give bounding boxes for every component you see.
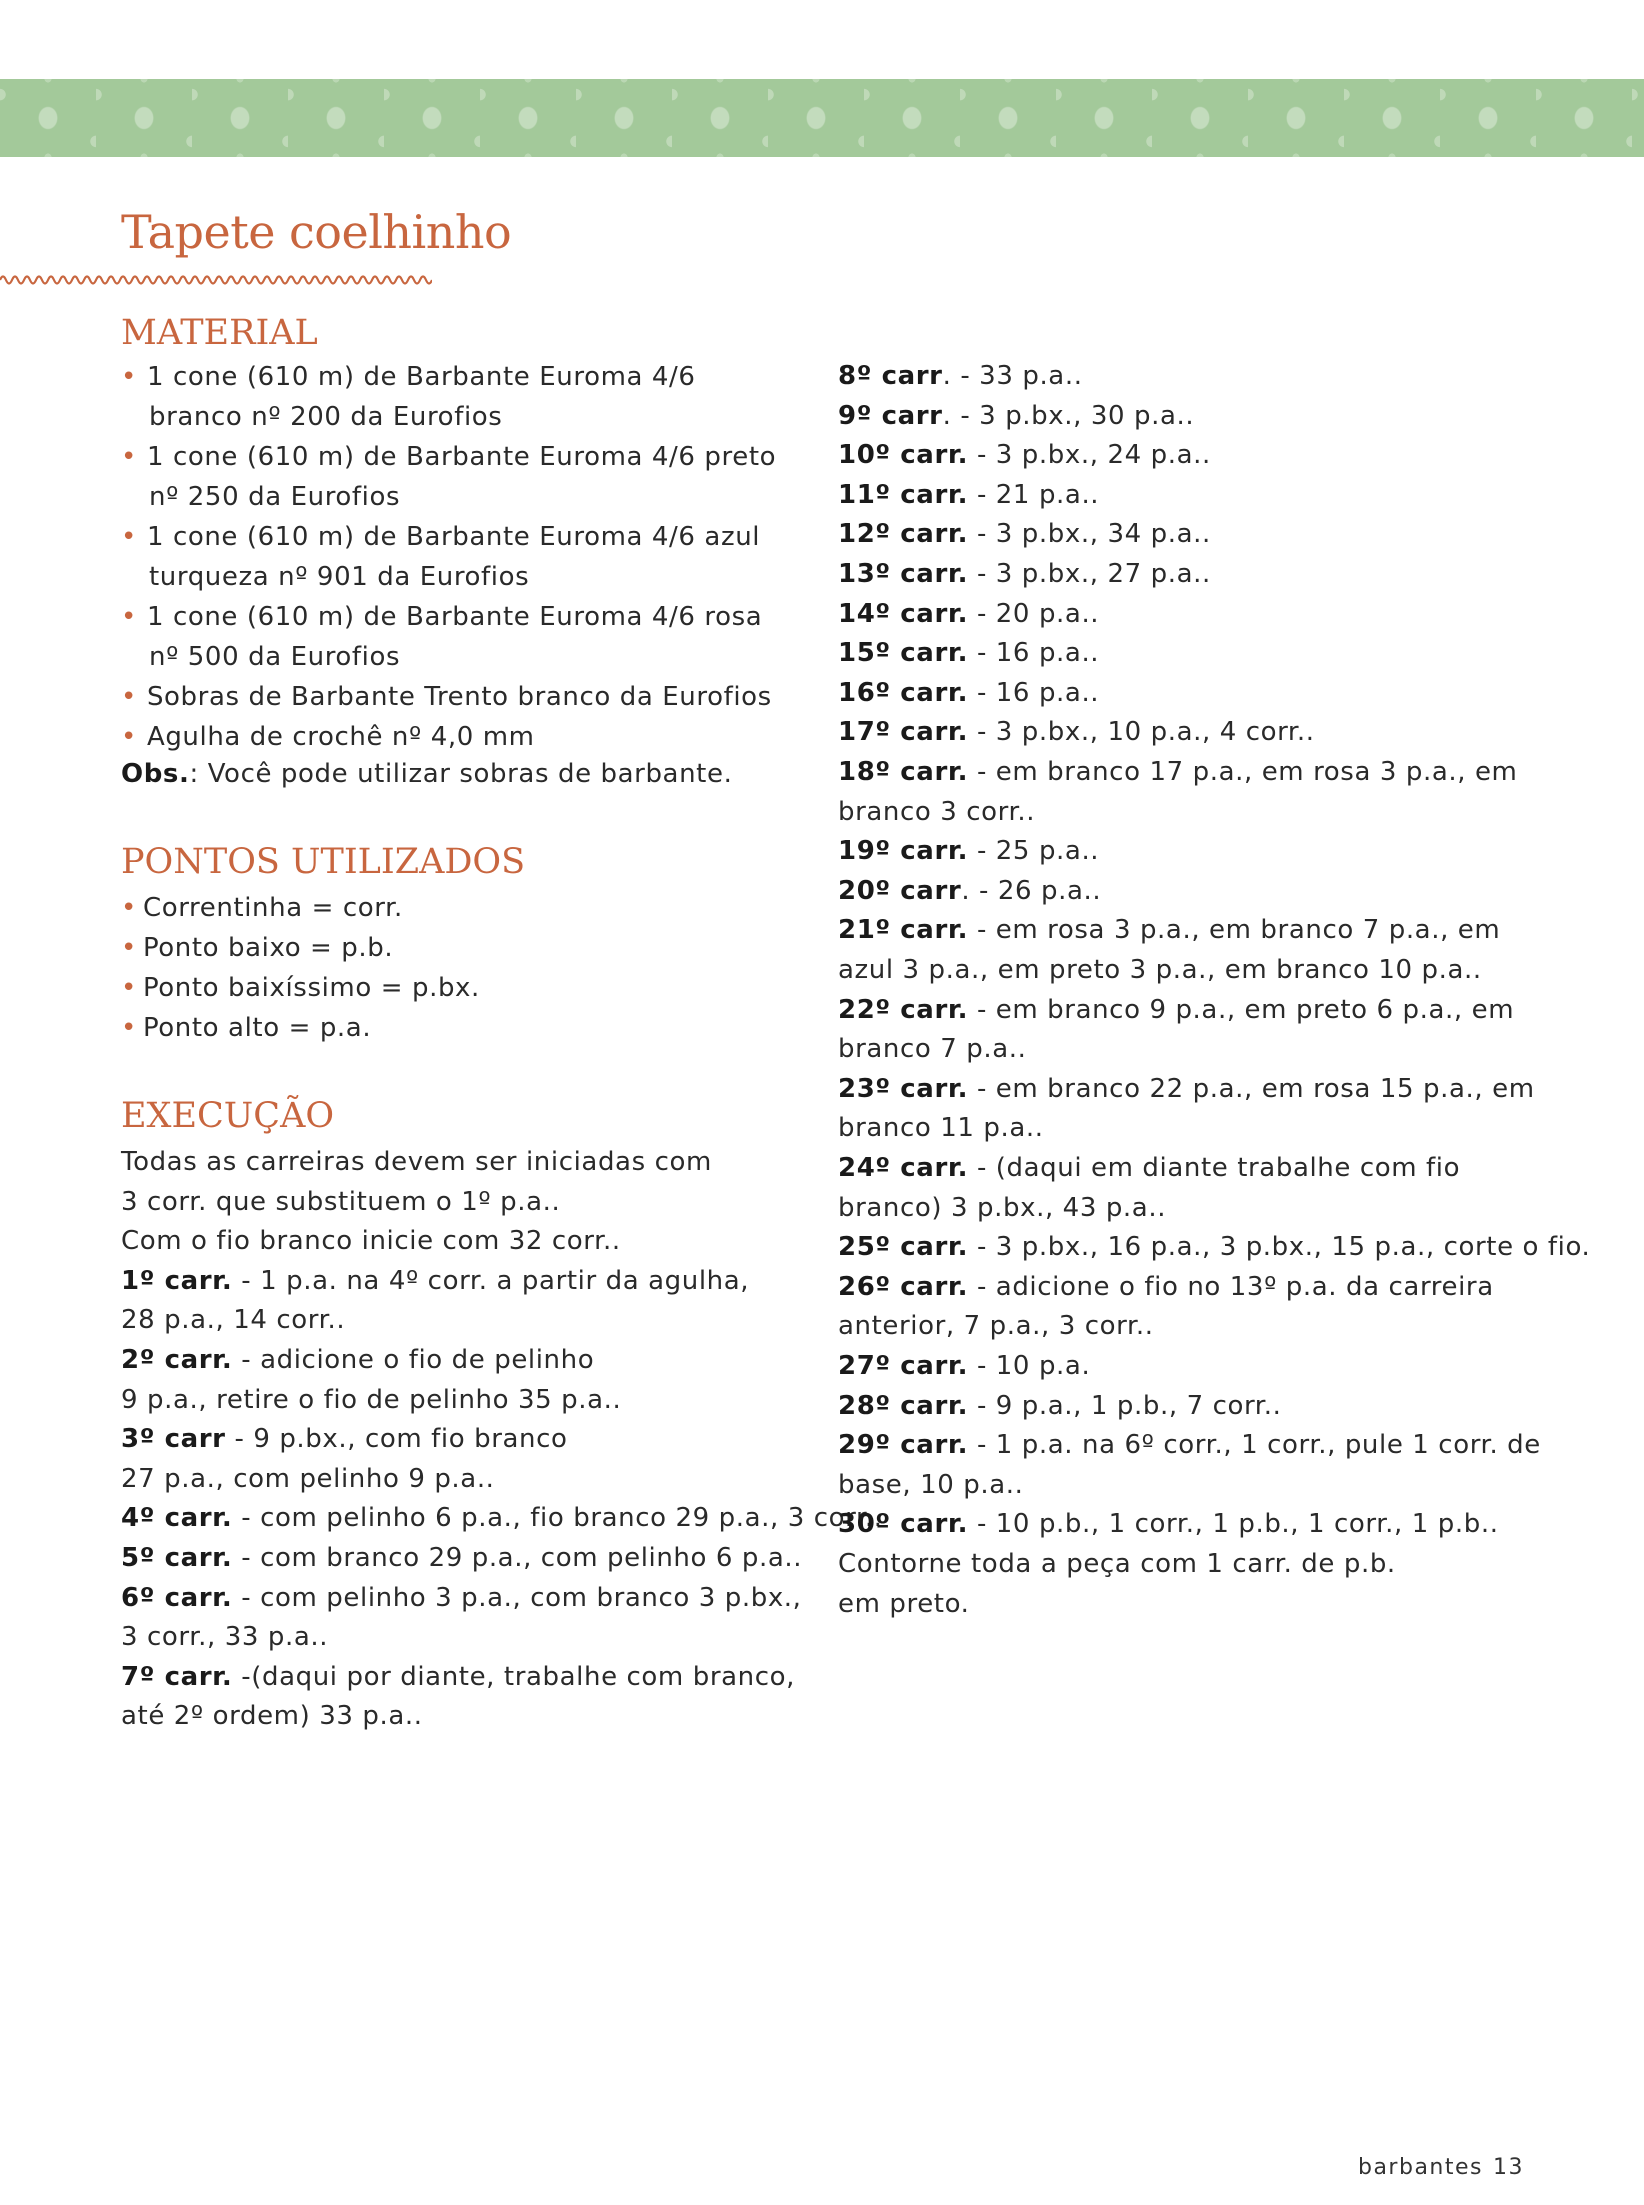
- execucao-line: 11º carr. - 21 p.a..: [838, 479, 1100, 510]
- bullet-icon: •: [121, 933, 137, 963]
- execucao-line: 19º carr. - 25 p.a..: [838, 836, 1100, 867]
- pontos-item: • Ponto baixo = p.b.: [121, 933, 394, 963]
- bullet-icon: •: [121, 522, 137, 552]
- execucao-line: 7º carr. -(daqui por diante, trabalhe com branco,: [121, 1661, 795, 1692]
- bullet-icon: •: [121, 973, 137, 1003]
- material-item: • 1 cone (610 m) de Barbante Euroma 4/6 preto: [121, 442, 777, 472]
- bullet-icon: •: [121, 442, 137, 472]
- execucao-line: 13º carr. - 3 p.bx., 27 p.a..: [838, 559, 1211, 589]
- material-item: • Agulha de crochê nº 4,0 mm: [121, 722, 535, 752]
- execucao-line: anterior, 7 p.a., 3 corr..: [838, 1311, 1154, 1342]
- bullet-icon: •: [121, 1013, 137, 1043]
- execucao-line: 28 p.a., 14 corr..: [121, 1305, 346, 1336]
- execucao-line: 1º carr. - 1 p.a. na 4º corr. a partir da agulha,: [121, 1265, 750, 1296]
- material-heading: MATERIAL: [121, 313, 318, 353]
- execucao-line: 4º carr. - com pelinho 6 p.a., fio branco 29 p.a., 3 corr..: [121, 1503, 883, 1534]
- execucao-line: 14º carr. - 20 p.a..: [838, 598, 1100, 629]
- bullet-icon: •: [121, 682, 137, 712]
- execucao-line: 3 corr., 33 p.a..: [121, 1622, 329, 1653]
- footer-label: barbantes: [1357, 2155, 1483, 2180]
- bullet-icon: •: [121, 362, 137, 392]
- execucao-line: 5º carr. - com branco 29 p.a., com pelinho 6 p.a..: [121, 1543, 803, 1573]
- execucao-line: 25º carr. - 3 p.bx., 16 p.a., 3 p.bx., 15 p.a., corte o fio.: [838, 1232, 1591, 1263]
- execucao-line: 27 p.a., com pelinho 9 p.a..: [121, 1463, 495, 1494]
- execucao-heading: EXECUÇÃO: [121, 1096, 335, 1136]
- execucao-line: branco) 3 p.bx., 43 p.a..: [838, 1192, 1167, 1223]
- execucao-line: 17º carr. - 3 p.bx., 10 p.a., 4 corr..: [838, 717, 1315, 748]
- bullet-icon: •: [121, 893, 137, 923]
- execucao-line: branco 3 corr..: [838, 796, 1036, 827]
- execucao-line: 16º carr. - 16 p.a..: [838, 677, 1100, 708]
- pontos-item: • Ponto alto = p.a.: [121, 1013, 372, 1043]
- execucao-line: 9º carr. - 3 p.bx., 30 p.a..: [838, 400, 1195, 431]
- decorative-banner: [0, 79, 1644, 157]
- material-obs: Obs.: Você pode utilizar sobras de barbante.: [121, 759, 733, 789]
- execucao-line: em preto.: [838, 1588, 970, 1619]
- execucao-line: 10º carr. - 3 p.bx., 24 p.a..: [838, 440, 1211, 471]
- execucao-line: base, 10 p.a..: [838, 1469, 1024, 1500]
- execucao-line: Todas as carreiras devem ser iniciadas com: [121, 1147, 712, 1177]
- execucao-line: 28º carr. - 9 p.a., 1 p.b., 7 corr..: [838, 1390, 1282, 1421]
- execucao-line: Com o fio branco inicie com 32 corr..: [121, 1226, 621, 1257]
- material-item: nº 250 da Eurofios: [149, 482, 401, 512]
- execucao-line: 22º carr. - em branco 9 p.a., em preto 6 p.a., em: [838, 994, 1515, 1025]
- material-item: nº 500 da Eurofios: [149, 642, 401, 672]
- material-item: • 1 cone (610 m) de Barbante Euroma 4/6: [121, 362, 696, 392]
- pontos-heading: PONTOS UTILIZADOS: [121, 842, 526, 882]
- page-number: 13: [1493, 2155, 1524, 2180]
- material-item: branco nº 200 da Eurofios: [149, 402, 503, 432]
- execucao-line: 3º carr - 9 p.bx., com fio branco: [121, 1424, 568, 1455]
- execucao-line: 26º carr. - adicione o fio no 13º p.a. da carreira: [838, 1271, 1494, 1302]
- execucao-line: branco 7 p.a..: [838, 1034, 1027, 1065]
- execucao-line: 15º carr. - 16 p.a..: [838, 638, 1100, 669]
- bullet-icon: •: [121, 602, 137, 632]
- execucao-line: 12º carr. - 3 p.bx., 34 p.a..: [838, 519, 1211, 550]
- page-footer: [1358, 2155, 1524, 2180]
- material-item: • 1 cone (610 m) de Barbante Euroma 4/6 rosa: [121, 602, 763, 632]
- execucao-line: Contorne toda a peça com 1 carr. de p.b.: [838, 1549, 1396, 1579]
- execucao-line: 3 corr. que substituem o 1º p.a..: [121, 1186, 561, 1217]
- execucao-line: 8º carr. - 33 p.a..: [838, 361, 1083, 391]
- material-item: turqueza nº 901 da Eurofios: [149, 562, 530, 592]
- execucao-line: até 2º ordem) 33 p.a..: [121, 1701, 423, 1732]
- execucao-line: 2º carr. - adicione o fio de pelinho: [121, 1345, 595, 1375]
- execucao-line: 27º carr. - 10 p.a.: [838, 1351, 1091, 1381]
- title-underline-wave: [0, 271, 432, 289]
- bullet-icon: •: [121, 722, 137, 752]
- execucao-line: 6º carr. - com pelinho 3 p.a., com branco 3 p.bx.,: [121, 1582, 802, 1613]
- execucao-line: 20º carr. - 26 p.a..: [838, 875, 1102, 906]
- execucao-line: 30º carr. - 10 p.b., 1 corr., 1 p.b., 1 corr., 1 p.b..: [838, 1509, 1499, 1540]
- page-title: Tapete coelhinho: [121, 205, 512, 259]
- execucao-line: azul 3 p.a., em preto 3 p.a., em branco 10 p.a..: [838, 955, 1482, 985]
- execucao-line: branco 11 p.a..: [838, 1113, 1044, 1144]
- material-item: • Sobras de Barbante Trento branco da Eurofios: [121, 682, 772, 712]
- pontos-item: • Correntinha = corr.: [121, 893, 403, 923]
- material-item: • 1 cone (610 m) de Barbante Euroma 4/6 azul: [121, 522, 761, 552]
- execucao-line: 21º carr. - em rosa 3 p.a., em branco 7 p.a., em: [838, 915, 1501, 946]
- pontos-item: • Ponto baixíssimo = p.bx.: [121, 973, 480, 1003]
- execucao-line: 18º carr. - em branco 17 p.a., em rosa 3 p.a., em: [838, 757, 1518, 787]
- execucao-line: 9 p.a., retire o fio de pelinho 35 p.a..: [121, 1384, 622, 1415]
- execucao-line: 23º carr. - em branco 22 p.a., em rosa 15 p.a., em: [838, 1073, 1535, 1104]
- execucao-line: 24º carr. - (daqui em diante trabalhe com fio: [838, 1153, 1461, 1183]
- execucao-line: 29º carr. - 1 p.a. na 6º corr., 1 corr., pule 1 corr. de: [838, 1430, 1541, 1461]
